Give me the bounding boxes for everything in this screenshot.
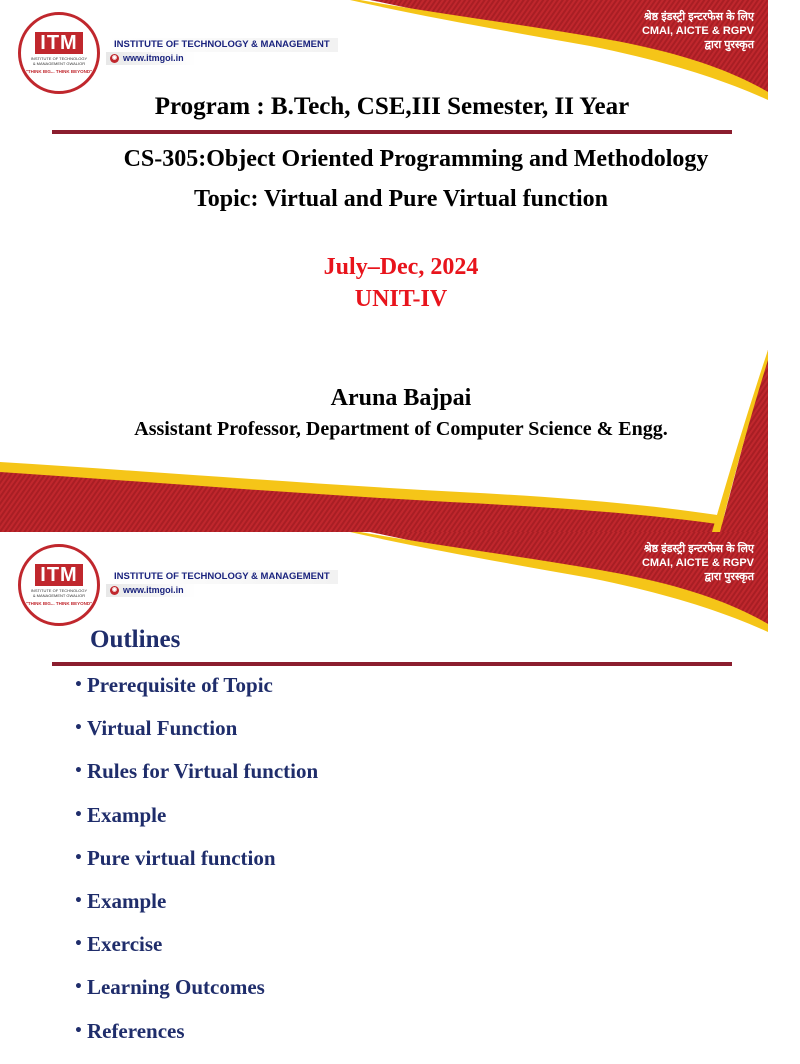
bullet-icon: • bbox=[74, 892, 83, 909]
logo-subtitle: INSTITUTE OF TECHNOLOGY & MANAGEMENT GWALIOR bbox=[30, 56, 88, 66]
award-text bbox=[642, 10, 754, 52]
bullet-icon: • bbox=[74, 1022, 83, 1039]
list-item bbox=[74, 843, 318, 886]
award-text bbox=[642, 542, 754, 584]
institute-name: INSTITUTE OF TECHNOLOGY & MANAGEMENT bbox=[106, 570, 338, 584]
bullet-icon: • bbox=[74, 720, 83, 737]
bullet-icon: • bbox=[74, 763, 83, 780]
bullet-icon: • bbox=[74, 849, 83, 866]
session-label: July–Dec, 2024 bbox=[323, 254, 479, 280]
list-item-text: References bbox=[86, 1018, 185, 1043]
list-item-text: Rules for Virtual function bbox=[86, 759, 319, 784]
list-item bbox=[74, 756, 318, 799]
institute-name: INSTITUTE OF TECHNOLOGY & MANAGEMENT bbox=[106, 38, 338, 52]
logo-tagline: "THINK BIG... THINK BEYOND" bbox=[25, 601, 93, 606]
website-text: www.itmgoi.in bbox=[123, 53, 184, 63]
course-title: CS-305:Object Oriented Programming and Methodology bbox=[123, 146, 709, 172]
title-slide bbox=[0, 0, 768, 532]
topic-title: Topic: Virtual and Pure Virtual function bbox=[193, 186, 609, 212]
list-item bbox=[74, 670, 318, 713]
itm-logo bbox=[18, 544, 100, 626]
logo-subtitle: INSTITUTE OF TECHNOLOGY & MANAGEMENT GWALIOR bbox=[30, 588, 88, 598]
outline-slide bbox=[0, 532, 768, 1043]
list-item bbox=[74, 1016, 318, 1059]
award-line-3: द्वारा पुरस्कृत bbox=[704, 571, 754, 583]
list-item bbox=[74, 800, 318, 843]
list-item-text: Example bbox=[86, 888, 167, 913]
award-line-2: CMAI, AICTE & RGPV bbox=[641, 25, 754, 37]
unit-label: UNIT-IV bbox=[354, 286, 448, 312]
logo-mark: ITM bbox=[35, 32, 82, 54]
logo-tagline: "THINK BIG... THINK BEYOND" bbox=[25, 69, 93, 74]
list-item-text: Prerequisite of Topic bbox=[86, 673, 273, 697]
itm-logo bbox=[18, 12, 100, 94]
outline-heading: Outlines bbox=[90, 626, 181, 653]
presenter-designation: Assistant Professor, Department of Computer Science & Engg. bbox=[134, 418, 668, 440]
award-line-2: CMAI, AICTE & RGPV bbox=[641, 557, 754, 569]
list-item bbox=[74, 713, 318, 756]
list-item-text: Exercise bbox=[86, 932, 163, 957]
website-label bbox=[106, 52, 196, 65]
program-heading: Program : B.Tech, CSE,III Semester, II Year bbox=[154, 93, 630, 120]
list-item bbox=[74, 972, 318, 1015]
globe-icon: ◉ bbox=[111, 55, 118, 61]
bullet-icon: • bbox=[74, 806, 83, 823]
title-rule bbox=[52, 662, 732, 666]
award-line-3: द्वारा पुरस्कृत bbox=[704, 39, 754, 51]
list-item-text: Pure virtual function bbox=[86, 845, 276, 870]
outline-list bbox=[74, 670, 318, 1059]
logo-mark: ITM bbox=[35, 564, 82, 586]
list-item-text: Example bbox=[86, 802, 167, 827]
list-item bbox=[74, 929, 318, 972]
website-label bbox=[106, 584, 196, 597]
award-line-1: श्रेष्ठ इंडस्ट्री इन्टरफेस के लिए bbox=[643, 11, 754, 23]
award-line-1: श्रेष्ठ इंडस्ट्री इन्टरफेस के लिए bbox=[643, 543, 754, 555]
bullet-icon: • bbox=[74, 979, 83, 996]
globe-icon: ◉ bbox=[111, 587, 118, 593]
title-rule bbox=[52, 130, 732, 134]
list-item bbox=[74, 886, 318, 929]
list-item-text: Virtual Function bbox=[86, 716, 238, 741]
bullet-icon: • bbox=[74, 936, 83, 953]
website-text: www.itmgoi.in bbox=[123, 585, 184, 595]
bullet-icon: • bbox=[74, 677, 83, 693]
list-item-text: Learning Outcomes bbox=[86, 975, 265, 1000]
presenter-name: Aruna Bajpai bbox=[330, 385, 472, 411]
